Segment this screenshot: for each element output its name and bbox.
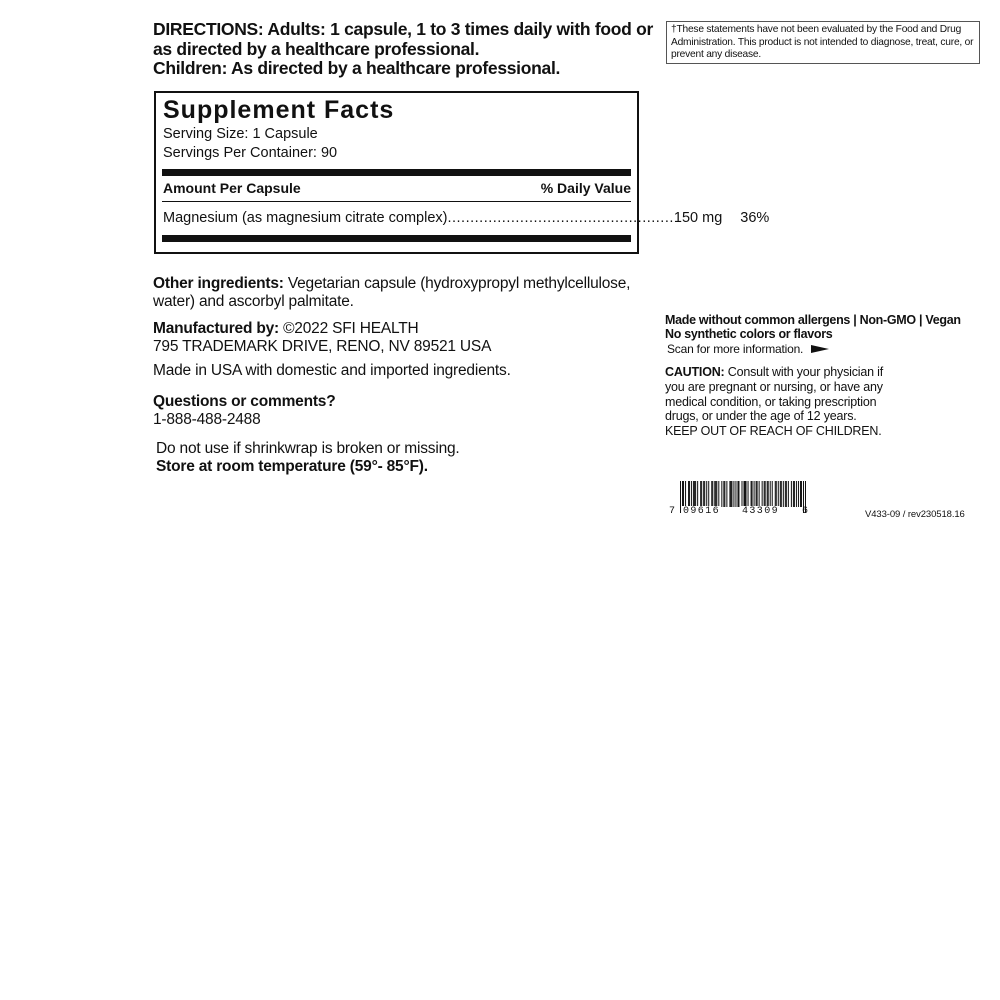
servings-per-container: Servings Per Container: 90 <box>163 145 338 161</box>
barcode-lead-digit: 7 <box>669 506 676 517</box>
allergen-line-1: Made without common allergens | Non-GMO | Vegan <box>665 313 961 327</box>
serving-size: Serving Size: 1 Capsule <box>163 126 318 142</box>
shrinkwrap-warning: Do not use if shrinkwrap is broken or missing. <box>156 440 460 457</box>
facts-divider-thick-bottom <box>162 235 631 242</box>
supplement-facts-title: Supplement Facts <box>163 96 395 124</box>
questions-block <box>153 393 653 429</box>
scan-info <box>667 342 829 356</box>
caution-text: Consult with your physician if you are pregnant or nursing, or have any medical condition, or taking prescription drugs, or under the age of 12 years. <box>665 365 883 424</box>
version-code: V433-09 / rev230518.16 <box>865 509 965 520</box>
storage-temperature: Store at room temperature (59°- 85°F). <box>156 458 428 475</box>
leader-dots: .................................................. <box>447 210 674 226</box>
barcode-check-digit: 6 <box>802 506 809 517</box>
amount-per-capsule-header: Amount Per Capsule <box>163 180 301 196</box>
questions-label: Questions or comments? <box>153 393 336 410</box>
facts-divider-thick <box>162 169 631 176</box>
facts-row-magnesium <box>163 210 770 226</box>
facts-divider-thin <box>162 201 631 202</box>
keep-out-of-reach: KEEP OUT OF REACH OF CHILDREN. <box>665 424 882 439</box>
allergen-statement <box>665 313 995 341</box>
directions-line-1: DIRECTIONS: Adults: 1 capsule, 1 to 3 times daily with food or <box>153 19 653 39</box>
manufacturer-address: 795 TRADEMARK DRIVE, RENO, NV 89521 USA <box>153 338 492 355</box>
directions-line-3: Children: As directed by a healthcare professional. <box>153 58 561 78</box>
barcode-right-digits: 43309 <box>742 506 780 517</box>
ingredient-name: Magnesium (as magnesium citrate complex) <box>163 210 448 226</box>
barcode-left-digits: 09616 <box>683 506 721 517</box>
directions-text <box>153 20 653 79</box>
manufacturer-label: Manufactured by: <box>153 320 279 337</box>
storage-block <box>156 440 656 476</box>
scan-text: Scan for more information. <box>667 342 804 356</box>
made-in-usa: Made in USA with domestic and imported ingredients. <box>153 362 511 379</box>
fda-disclaimer: †These statements have not been evaluated by the Food and Drug Administration. This product is not intended to diagnose, treat, cure, or prevent any disease. <box>666 21 980 64</box>
arrow-right-icon <box>811 345 829 353</box>
caution-label: CAUTION: <box>665 365 725 379</box>
manufacturer-name: ©2022 SFI HEALTH <box>278 320 419 337</box>
supplement-facts-panel <box>154 91 770 254</box>
other-ingredients-text: Vegetarian capsule (hydroxypropyl methylcellulose, water) and ascorbyl palmitate. <box>153 275 631 310</box>
other-ingredients <box>153 275 653 311</box>
daily-value-header: % Daily Value <box>540 180 631 196</box>
phone-number: 1-888-488-2488 <box>153 411 261 428</box>
allergen-line-2: No synthetic colors or flavors <box>665 327 833 341</box>
ingredient-amount: 150 mg <box>673 210 723 226</box>
other-ingredients-label: Other ingredients: <box>153 275 284 292</box>
manufacturer-info <box>153 320 653 356</box>
ingredient-daily-value: 36% <box>740 210 770 226</box>
directions-line-2: as directed by a healthcare professional. <box>153 38 480 59</box>
caution-block <box>665 365 885 439</box>
